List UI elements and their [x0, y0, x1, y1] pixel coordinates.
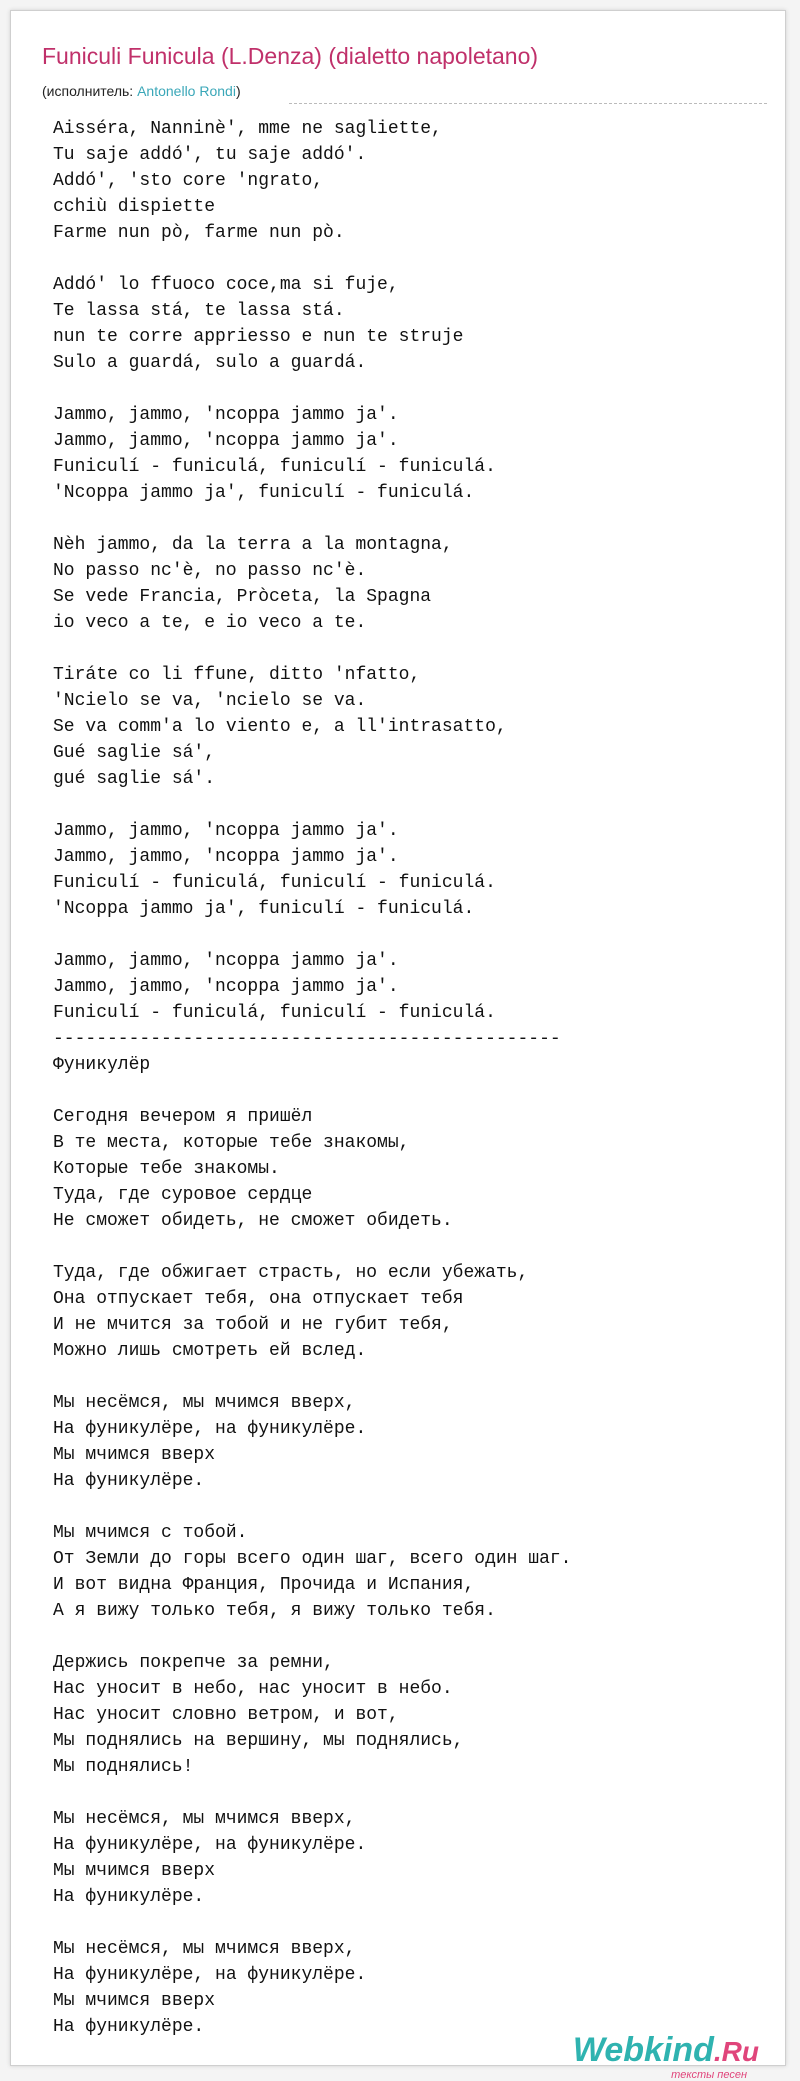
lyric-line: Мы мчимся вверх [53, 1861, 216, 1881]
lyric-line: Jammo, jammo, 'ncoppa jammo ja'. [53, 405, 399, 425]
logo-tagline: тексты песен [671, 2069, 747, 2081]
lyric-line: io veco a te, e io veco a te. [53, 613, 367, 633]
webkind-logo[interactable] [573, 2033, 759, 2069]
lyrics-text [53, 116, 571, 2040]
lyric-line: Sulo a guardá, sulo a guardá. [53, 353, 367, 373]
stanza-gap [53, 1910, 571, 1936]
lyric-line: Funiculí - funiculá, funiculí - funiculá. [53, 873, 496, 893]
lyric-line: Jammo, jammo, 'ncoppa jammo ja'. [53, 431, 399, 451]
lyrics-card [10, 10, 786, 2081]
stanza-gap [53, 1078, 571, 1104]
lyric-line: Можно лишь смотреть ей вслед. [53, 1341, 367, 1361]
lyric-line: Jammo, jammo, 'ncoppa jammo ja'. [53, 847, 399, 867]
lyric-line: От Земли до горы всего один шаг, всего один шаг. [53, 1549, 572, 1569]
stanza-gap [53, 792, 571, 818]
lyric-line: Сегодня вечером я пришёл [53, 1107, 313, 1127]
stanza-gap [53, 376, 571, 402]
lyric-line: Мы несёмся, мы мчимся вверх, [53, 1393, 356, 1413]
lyric-line: Aisséra, Nanninè', mme ne sagliette, [53, 119, 442, 139]
lyric-line: Jammo, jammo, 'ncoppa jammo ja'. [53, 951, 399, 971]
lyric-line: Не сможет обидеть, не сможет обидеть. [53, 1211, 453, 1231]
performer-line [42, 83, 241, 99]
lyric-line: Se vede Francia, Pròceta, la Spagna [53, 587, 432, 607]
lyric-line: Она отпускает тебя, она отпускает тебя [53, 1289, 464, 1309]
lyric-line: Мы мчимся вверх [53, 1991, 216, 2011]
lyric-line: На фуникулёре, на фуникулёре. [53, 1965, 367, 1985]
lyric-line: Нас уносит словно ветром, и вот, [53, 1705, 399, 1725]
stanza-gap [53, 1624, 571, 1650]
lyric-line: 'Ncoppa jammo ja', funiculí - funiculá. [53, 899, 475, 919]
stanza-gap [53, 246, 571, 272]
lyric-line: Мы несёмся, мы мчимся вверх, [53, 1809, 356, 1829]
lyric-line: nun te corre appriesso e nun te struje [53, 327, 464, 347]
logo-main: Webkind [572, 2031, 714, 2069]
lyric-line: Мы несёмся, мы мчимся вверх, [53, 1939, 356, 1959]
stanza-gap [53, 922, 571, 948]
lyric-line: Мы поднялись! [53, 1757, 194, 1777]
lyric-line: Туда, где суровое сердце [53, 1185, 313, 1205]
lyric-line: Addó', 'sto core 'ngrato, [53, 171, 324, 191]
lyric-line: Funiculí - funiculá, funiculí - funiculá. [53, 457, 496, 477]
lyric-line: А я вижу только тебя, я вижу только тебя. [53, 1601, 496, 1621]
lyric-line: cchiù dispiette [53, 197, 216, 217]
lyric-line: Te lassa stá, te lassa stá. [53, 301, 345, 321]
lyric-line: Addó' lo ffuoco coce,ma si fuje, [53, 275, 399, 295]
lyric-line: Se va comm'a lo viento e, a ll'intrasatto, [53, 717, 507, 737]
lyric-line: Держись покрепче за ремни, [53, 1653, 334, 1673]
lyric-line: Туда, где обжигает страсть, но если убежать, [53, 1263, 529, 1283]
stanza-gap [53, 1494, 571, 1520]
song-title: Funiculi Funicula (L.Denza) (dialetto napoletano) [42, 43, 539, 69]
lyric-line: Gué saglie sá', [53, 743, 216, 763]
lyric-line: Tu saje addó', tu saje addó'. [53, 145, 367, 165]
header-divider [289, 103, 767, 104]
lyric-line: Мы мчимся с тобой. [53, 1523, 248, 1543]
lyric-line: На фуникулёре. [53, 1471, 205, 1491]
stanza-gap [53, 1780, 571, 1806]
lyric-line: Farme nun pò, farme nun pò. [53, 223, 345, 243]
lyric-line: И вот видна Франция, Прочида и Испания, [53, 1575, 475, 1595]
lyric-line: gué saglie sá'. [53, 769, 216, 789]
lyric-line: На фуникулёре, на фуникулёре. [53, 1835, 367, 1855]
lyric-line: Tiráte co li ffune, ditto 'nfatto, [53, 665, 421, 685]
lyric-line: На фуникулёре. [53, 1887, 205, 1907]
stanza-gap [53, 506, 571, 532]
lyric-line: Фуникулёр [53, 1055, 151, 1075]
performer-suffix: ) [235, 83, 241, 99]
performer-prefix: (исполнитель: [42, 83, 138, 99]
lyric-line: No passo nc'è, no passo nc'è. [53, 561, 367, 581]
lyric-line: В те места, которые тебе знакомы, [53, 1133, 410, 1153]
lyric-line: Которые тебе знакомы. [53, 1159, 280, 1179]
lyric-line: Jammo, jammo, 'ncoppa jammo ja'. [53, 977, 399, 997]
stanza-gap [53, 636, 571, 662]
logo-tld: .Ru [713, 2036, 759, 2067]
lyric-line: Мы мчимся вверх [53, 1445, 216, 1465]
stanza-gap [53, 1234, 571, 1260]
lyric-line: Funiculí - funiculá, funiculí - funiculá. [53, 1003, 496, 1023]
lyric-line: Мы поднялись на вершину, мы поднялись, [53, 1731, 464, 1751]
lyric-line: 'Ncoppa jammo ja', funiculí - funiculá. [53, 483, 475, 503]
lyric-line: ----------------------------------------------- [53, 1029, 561, 1049]
lyric-line: Nèh jammo, da la terra a la montagna, [53, 535, 453, 555]
lyric-line: На фуникулёре, на фуникулёре. [53, 1419, 367, 1439]
stanza-gap [53, 1364, 571, 1390]
lyric-line: 'Ncielo se va, 'ncielo se va. [53, 691, 367, 711]
lyric-line: Jammo, jammo, 'ncoppa jammo ja'. [53, 821, 399, 841]
lyric-line: На фуникулёре. [53, 2017, 205, 2037]
lyric-line: Нас уносит в небо, нас уносит в небо. [53, 1679, 453, 1699]
artist-link[interactable]: Antonello Rondi [137, 83, 236, 99]
lyric-line: И не мчится за тобой и не губит тебя, [53, 1315, 453, 1335]
